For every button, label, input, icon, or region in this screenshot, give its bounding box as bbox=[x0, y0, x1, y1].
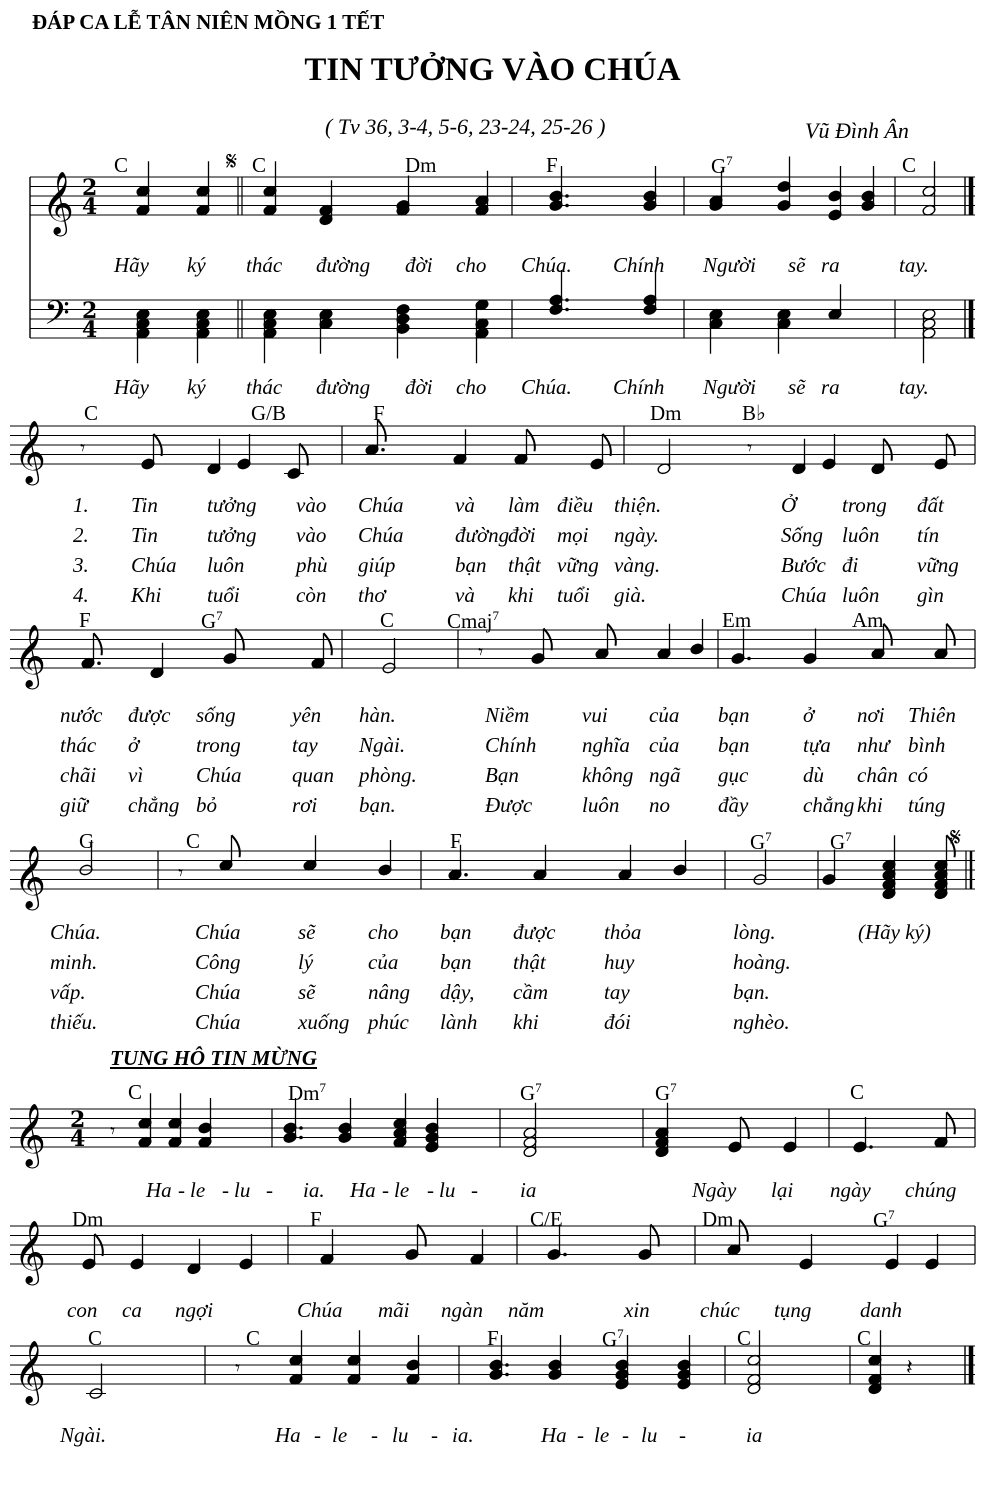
gospel-chord: Dm$^7$ bbox=[288, 1080, 326, 1105]
verse-chord: F bbox=[450, 829, 462, 853]
verse2-lyric-word: tưởng bbox=[207, 523, 257, 547]
verse4-lyric-word: Được bbox=[485, 793, 533, 817]
gospel-lyric-word: ngợi bbox=[175, 1298, 214, 1322]
gospel-chord: C bbox=[737, 1326, 752, 1350]
dot bbox=[565, 204, 569, 208]
refrain-treble-lyric-word: ra bbox=[821, 253, 840, 277]
gospel-lyric-word: Ha bbox=[275, 1423, 301, 1447]
verse4-lyric-word: đầy bbox=[718, 793, 749, 817]
dot bbox=[563, 1253, 567, 1257]
verse2-lyric-word: Ngài. bbox=[359, 733, 406, 757]
verse2-lyric-word: Sống bbox=[781, 523, 823, 547]
composer-name: Vũ Đình Ân bbox=[805, 118, 909, 143]
verse4-lyric-word: bỏ bbox=[196, 793, 217, 817]
flag bbox=[947, 624, 955, 646]
verse4-lyric-word: và bbox=[455, 583, 475, 607]
flag bbox=[94, 633, 102, 655]
verse1-lyric-word: hàn. bbox=[359, 703, 396, 727]
refrain-treble-lyric-word: Chính bbox=[613, 253, 665, 277]
verse3-lyric-word: Bạn bbox=[485, 763, 519, 787]
gospel-lyric-word: ia. bbox=[303, 1178, 325, 1202]
dot bbox=[869, 1145, 873, 1149]
flag bbox=[527, 429, 535, 451]
verse3-lyric-word: vấp. bbox=[50, 980, 86, 1004]
verse3-lyric-word: phù bbox=[296, 553, 328, 577]
gospel-lyric-word: lu bbox=[392, 1423, 409, 1447]
gospel-lyric-word: ia. bbox=[452, 1423, 474, 1447]
verse3-lyric-word: phòng. bbox=[359, 763, 417, 787]
verse2-lyric-word: Tin bbox=[131, 523, 158, 547]
verse1-lyric-word: bạn bbox=[440, 920, 472, 944]
segno-sign: 𝄋 bbox=[226, 147, 238, 177]
refrain-bass-lyric-word: đời bbox=[405, 375, 433, 399]
verse2-lyric-word: tựa bbox=[803, 733, 831, 757]
verse-chord: C bbox=[84, 401, 99, 425]
verse-chord: Am bbox=[852, 608, 884, 632]
verse1-lyric-word: Niềm bbox=[485, 703, 530, 727]
gospel-chord: $G^7$ bbox=[520, 1080, 542, 1105]
verse3-lyric-word: vàng. bbox=[614, 553, 661, 577]
verse4-lyric-word: chẳng bbox=[803, 793, 855, 817]
verse3-lyric-word: Bước bbox=[781, 553, 826, 577]
verse4-lyric-word: gìn bbox=[917, 583, 944, 607]
verse4-lyric-word: rơi bbox=[292, 793, 318, 817]
refrain-chord: C bbox=[902, 153, 917, 177]
gospel-lyric-word: - bbox=[222, 1178, 229, 1202]
gospel-lyric-word: danh bbox=[860, 1298, 902, 1322]
verse1-lyric-word: Chúa. bbox=[50, 920, 101, 944]
verse1-lyric-word: (Hãy ký) bbox=[858, 920, 931, 944]
verse3-lyric-word: cầm bbox=[513, 980, 548, 1004]
refrain-treble-lyric-word: Người bbox=[703, 253, 757, 277]
dot bbox=[464, 873, 468, 877]
verse4-lyric-word: 4. bbox=[73, 583, 89, 607]
verse3-lyric-word: vững bbox=[557, 553, 599, 577]
gospel-lyric-word: - bbox=[314, 1423, 321, 1447]
gospel-chord: $G^7$ bbox=[602, 1326, 624, 1351]
verse4-lyric-word: luôn bbox=[582, 793, 620, 817]
refrain-bass-lyric-word: cho bbox=[456, 375, 487, 399]
gospel-lyric-word: - bbox=[471, 1178, 478, 1202]
verse2-lyric-word: ở bbox=[128, 733, 140, 757]
gospel-chord: C bbox=[88, 1326, 103, 1350]
verse3-lyric-word: nâng bbox=[368, 980, 410, 1004]
verse1-lyric-word: thỏa bbox=[604, 920, 642, 944]
verse4-lyric-word: giữ bbox=[60, 793, 88, 817]
time-signature-top: 2 bbox=[70, 1107, 86, 1133]
gospel-chord: C bbox=[246, 1326, 261, 1350]
refrain-bass-lyric-word: ra bbox=[821, 375, 840, 399]
verse1-lyric-word: Chúa bbox=[195, 920, 241, 944]
verse-chord: G bbox=[79, 829, 95, 853]
verse2-lyric-word: đời bbox=[508, 523, 536, 547]
verse2-lyric-word: của bbox=[368, 950, 399, 974]
verse4-lyric-word: no bbox=[649, 793, 670, 817]
gospel-chord: Dm bbox=[702, 1207, 734, 1231]
refrain-bass-lyric-word: ký bbox=[187, 375, 206, 399]
refrain-treble-lyric-word: Chúa. bbox=[521, 253, 572, 277]
refrain-treble-lyric-word: sẽ bbox=[788, 253, 806, 277]
verse3-lyric-word: sẽ bbox=[298, 980, 316, 1004]
time-signature-top: 2 bbox=[82, 175, 98, 201]
gospel-chord: C bbox=[857, 1326, 872, 1350]
gospel-lyric-word: lu bbox=[234, 1178, 251, 1202]
verse-chord: C bbox=[186, 829, 201, 853]
dot bbox=[565, 308, 569, 312]
verse2-lyric-word: nghĩa bbox=[582, 733, 630, 757]
gospel-lyric-word: - bbox=[427, 1178, 434, 1202]
gospel-lyric-word: chúng bbox=[905, 1178, 957, 1202]
verse3-lyric-word: bạn. bbox=[733, 980, 770, 1004]
gospel-chord: $G^7$ bbox=[873, 1207, 895, 1232]
dot bbox=[299, 1126, 303, 1130]
verse4-lyric-word: Chúa bbox=[781, 583, 827, 607]
verse2-lyric-word: thác bbox=[60, 733, 97, 757]
verse1-lyric-word: bạn bbox=[718, 703, 750, 727]
treble-clef: 𝄞 bbox=[14, 1340, 46, 1403]
verse1-lyric-word: lòng. bbox=[733, 920, 776, 944]
verse2-lyric-word: ngày. bbox=[614, 523, 659, 547]
verse1-lyric-word: sẽ bbox=[298, 920, 316, 944]
gospel-lyric-word: ngàn bbox=[441, 1298, 483, 1322]
refrain-bass-lyric-word: Chúa. bbox=[521, 375, 572, 399]
gospel-lyric-word: - bbox=[266, 1178, 273, 1202]
eighth-rest: 𝄾 bbox=[178, 860, 184, 885]
verse4-lyric-word: đói bbox=[604, 1010, 631, 1034]
gospel-lyric-word: ia bbox=[520, 1178, 537, 1202]
verse2-lyric-word: minh. bbox=[50, 950, 98, 974]
dot bbox=[505, 1363, 509, 1367]
flag bbox=[884, 439, 892, 461]
refrain-treble-lyric-word: Hãy bbox=[114, 253, 149, 277]
dot bbox=[97, 661, 101, 665]
verse4-lyric-word: phúc bbox=[368, 1010, 409, 1034]
verse2-lyric-word: vào bbox=[296, 523, 327, 547]
gospel-lyric-word: lại bbox=[771, 1178, 794, 1202]
refrain-treble-lyric-word: ký bbox=[187, 253, 206, 277]
eighth-rest: 𝄾 bbox=[478, 639, 484, 664]
verse2-lyric-word: thật bbox=[513, 950, 546, 974]
verse1-lyric-word: Chúa bbox=[358, 493, 404, 517]
eighth-rest: 𝄾 bbox=[235, 1355, 241, 1380]
gospel-lyric-word: chúc bbox=[700, 1298, 740, 1322]
gospel-lyric-word: - bbox=[382, 1178, 389, 1202]
flag bbox=[884, 624, 892, 646]
verse1-lyric-word: nơi bbox=[857, 703, 885, 727]
verse2-lyric-word: của bbox=[649, 733, 680, 757]
gospel-lyric-word: con bbox=[67, 1298, 98, 1322]
verse4-lyric-word: thơ bbox=[358, 583, 386, 607]
flag bbox=[324, 633, 332, 655]
verse3-lyric-word: vững bbox=[917, 553, 959, 577]
gospel-lyric-word: Ha bbox=[541, 1423, 567, 1447]
verse1-lyric-word: Tin bbox=[131, 493, 158, 517]
verse4-lyric-word: khi bbox=[508, 583, 534, 607]
verse3-lyric-word: thật bbox=[508, 553, 541, 577]
verse2-lyric-word: mọi bbox=[557, 523, 589, 547]
verse2-lyric-word: bạn bbox=[718, 733, 750, 757]
gospel-lyric-word: lu bbox=[439, 1178, 456, 1202]
gospel-lyric-word: xin bbox=[624, 1298, 650, 1322]
verse4-lyric-word: thiếu. bbox=[50, 1010, 98, 1034]
dot bbox=[747, 657, 751, 661]
occasion-heading: ĐÁP CA LỄ TÂN NIÊN MỒNG 1 TẾT bbox=[32, 10, 385, 34]
verse1-lyric-word: điều bbox=[557, 493, 594, 517]
verse2-lyric-word: lý bbox=[298, 950, 314, 974]
verse2-lyric-word: tay bbox=[292, 733, 318, 757]
verse3-lyric-word: Chúa bbox=[195, 980, 241, 1004]
verse2-lyric-word: Chúa bbox=[358, 523, 404, 547]
refrain-chord: C bbox=[114, 153, 129, 177]
gospel-lyric-word: Ha bbox=[350, 1178, 376, 1202]
verse4-lyric-word: Khi bbox=[131, 583, 162, 607]
refrain-bass-lyric-word: Chính bbox=[613, 375, 665, 399]
dot bbox=[565, 194, 569, 198]
verse4-lyric-word: khi bbox=[857, 793, 883, 817]
verse3-lyric-word: chãi bbox=[60, 763, 97, 787]
bass-clef: 𝄢 bbox=[44, 294, 70, 341]
verse1-lyric-word: vào bbox=[296, 493, 327, 517]
verse1-lyric-word: vui bbox=[582, 703, 608, 727]
flag bbox=[947, 1112, 955, 1134]
verse4-lyric-word: túng bbox=[908, 793, 946, 817]
refrain-treble-lyric-word: đời bbox=[405, 253, 433, 277]
psalm-reference: ( Tv 36, 3-4, 5-6, 23-24, 25-26 ) bbox=[325, 114, 606, 139]
refrain-bass-lyric-word: sẽ bbox=[788, 375, 806, 399]
refrain-treble-lyric-word: tay. bbox=[899, 253, 929, 277]
verse4-lyric-word: khi bbox=[513, 1010, 539, 1034]
gospel-lyric-word: - bbox=[431, 1423, 438, 1447]
gospel-chord: C bbox=[128, 1080, 143, 1104]
verse4-lyric-word: nghèo. bbox=[733, 1010, 790, 1034]
gospel-lyric-word: - bbox=[679, 1423, 686, 1447]
time-signature-top: 2 bbox=[82, 298, 98, 324]
verse1-lyric-word: được bbox=[128, 703, 171, 727]
verse3-lyric-word: Chúa bbox=[131, 553, 177, 577]
gospel-lyric-word: le bbox=[190, 1178, 206, 1202]
gospel-lyric-word: lu bbox=[641, 1423, 658, 1447]
verse-chord: C bbox=[380, 608, 395, 632]
gospel-lyric-word: ngày bbox=[830, 1178, 871, 1202]
verse1-lyric-word: và bbox=[455, 493, 475, 517]
verse3-lyric-word: bạn bbox=[455, 553, 487, 577]
segno-sign: 𝄋 bbox=[950, 823, 962, 853]
verse-chord: B♭ bbox=[742, 401, 766, 425]
gospel-lyric-word: Ha bbox=[146, 1178, 172, 1202]
verse-chord: F bbox=[373, 401, 385, 425]
verse3-lyric-word: tay bbox=[604, 980, 630, 1004]
verse2-lyric-word: đường bbox=[455, 523, 510, 547]
verse4-lyric-word: lành bbox=[440, 1010, 478, 1034]
verse2-lyric-word: bình bbox=[908, 733, 946, 757]
verse2-lyric-word: như bbox=[857, 733, 890, 757]
verse1-lyric-word: Ở bbox=[781, 493, 797, 517]
verse2-lyric-word: tín bbox=[917, 523, 940, 547]
refrain-treble-lyric-word: thác bbox=[246, 253, 283, 277]
verse1-lyric-word: thiện. bbox=[614, 493, 662, 517]
treble-clef: 𝄞 bbox=[14, 420, 46, 483]
gospel-lyric-word: - bbox=[371, 1423, 378, 1447]
refrain-bass-lyric-word: tay. bbox=[899, 375, 929, 399]
refrain-bass-lyric-word: Hãy bbox=[114, 375, 149, 399]
verse1-lyric-word: sống bbox=[196, 703, 236, 727]
verse1-lyric-word: Thiên bbox=[908, 703, 956, 727]
verse3-lyric-word: gục bbox=[718, 763, 749, 787]
verse1-lyric-word: cho bbox=[368, 920, 399, 944]
verse-chord: $G^7$ bbox=[750, 829, 772, 854]
gospel-acclamation-heading: TUNG HÔ TIN MỪNG bbox=[110, 1046, 318, 1070]
verse-chord: F bbox=[79, 608, 91, 632]
refrain-chord: F bbox=[546, 153, 558, 177]
verse4-lyric-word: Chúa bbox=[195, 1010, 241, 1034]
quarter-rest: 𝄽 bbox=[906, 1355, 913, 1381]
verse1-lyric-word: của bbox=[649, 703, 680, 727]
verse3-lyric-word: có bbox=[908, 763, 928, 787]
time-signature-bottom: 4 bbox=[70, 1126, 86, 1152]
verse1-lyric-word: nước bbox=[60, 703, 103, 727]
verse3-lyric-word: giúp bbox=[358, 553, 396, 577]
verse2-lyric-word: 2. bbox=[73, 523, 89, 547]
verse2-lyric-word: hoàng. bbox=[733, 950, 791, 974]
verse4-lyric-word: tuổi bbox=[557, 583, 590, 607]
verse-chord: Em bbox=[722, 608, 752, 632]
verse2-lyric-word: trong bbox=[196, 733, 241, 757]
gospel-lyric-word: le bbox=[394, 1178, 410, 1202]
verse4-lyric-word: còn bbox=[296, 583, 327, 607]
gospel-chord: C bbox=[850, 1080, 865, 1104]
treble-clef: 𝄞 bbox=[42, 171, 74, 234]
gospel-lyric-word: năm bbox=[508, 1298, 545, 1322]
gospel-lyric-word: - bbox=[577, 1423, 584, 1447]
eighth-rest: 𝄾 bbox=[80, 435, 86, 460]
refrain-treble-lyric-word: đường bbox=[316, 253, 371, 277]
verse3-lyric-word: quan bbox=[292, 763, 334, 787]
gospel-lyric-word: tụng bbox=[774, 1298, 812, 1322]
treble-clef: 𝄞 bbox=[14, 1103, 46, 1166]
verse3-lyric-word: 3. bbox=[73, 553, 89, 577]
gospel-lyric-word: ia bbox=[746, 1423, 763, 1447]
verse1-lyric-word: tưởng bbox=[207, 493, 257, 517]
gospel-chord: $G^7$ bbox=[655, 1080, 677, 1105]
verse1-lyric-word: làm bbox=[508, 493, 540, 517]
gospel-lyric-word: ca bbox=[122, 1298, 142, 1322]
gospel-chord: F bbox=[310, 1207, 322, 1231]
treble-clef: 𝄞 bbox=[14, 845, 46, 908]
gospel-lyric-word: Ngày bbox=[692, 1178, 737, 1202]
verse3-lyric-word: không bbox=[582, 763, 634, 787]
refrain-bass-lyric-word: thác bbox=[246, 375, 283, 399]
verse3-lyric-word: đi bbox=[842, 553, 859, 577]
refrain-bass-lyric-word: Người bbox=[703, 375, 757, 399]
verse2-lyric-word: luôn bbox=[842, 523, 880, 547]
verse4-lyric-word: tuổi bbox=[207, 583, 240, 607]
verse3-lyric-word: ngã bbox=[649, 763, 681, 787]
dot bbox=[565, 298, 569, 302]
verse1-lyric-word: 1. bbox=[73, 493, 89, 517]
verse3-lyric-word: dậy, bbox=[440, 980, 475, 1004]
gospel-chord: C/E bbox=[530, 1207, 563, 1231]
verse4-lyric-word: già. bbox=[614, 583, 647, 607]
verse4-lyric-word: luôn bbox=[842, 583, 880, 607]
dot bbox=[299, 1136, 303, 1140]
treble-clef: 𝄞 bbox=[14, 624, 46, 687]
time-signature-bottom: 4 bbox=[82, 317, 98, 343]
eighth-rest: 𝄾 bbox=[110, 1118, 116, 1143]
flag bbox=[232, 835, 240, 857]
gospel-lyric-word: Ngài. bbox=[60, 1423, 107, 1447]
refrain-bass-lyric-word: đường bbox=[316, 375, 371, 399]
verse2-lyric-word: bạn bbox=[440, 950, 472, 974]
gospel-lyric-word: - bbox=[178, 1178, 185, 1202]
verse2-lyric-word: huy bbox=[604, 950, 635, 974]
gospel-lyric-word: le bbox=[594, 1423, 610, 1447]
verse4-lyric-word: xuống bbox=[298, 1010, 350, 1034]
verse3-lyric-word: Chúa bbox=[196, 763, 242, 787]
gospel-chord: F bbox=[487, 1326, 499, 1350]
verse2-lyric-word: Chính bbox=[485, 733, 537, 757]
dot bbox=[381, 448, 385, 452]
song-title: TIN TƯỞNG VÀO CHÚA bbox=[304, 52, 681, 88]
refrain-chord: C bbox=[252, 153, 267, 177]
verse2-lyric-word: Công bbox=[195, 950, 241, 974]
verse3-lyric-word: vì bbox=[128, 763, 144, 787]
gospel-lyric-word: - bbox=[622, 1423, 629, 1447]
verse3-lyric-word: luôn bbox=[207, 553, 245, 577]
time-signature-bottom: 4 bbox=[82, 194, 98, 220]
dot bbox=[505, 1373, 509, 1377]
refrain-chord: $G^7$ bbox=[711, 153, 733, 178]
verse3-lyric-word: dù bbox=[803, 763, 824, 787]
verse-chord: Cmaj$^7$ bbox=[447, 608, 499, 633]
verse1-lyric-word: yên bbox=[292, 703, 322, 727]
verse1-lyric-word: trong bbox=[842, 493, 887, 517]
gospel-lyric-word: mãi bbox=[378, 1298, 410, 1322]
refrain-treble-lyric-word: cho bbox=[456, 253, 487, 277]
verse4-lyric-word: chẳng bbox=[128, 793, 180, 817]
verse4-lyric-word: bạn. bbox=[359, 793, 396, 817]
treble-clef: 𝄞 bbox=[14, 1220, 46, 1283]
gospel-lyric-word: Chúa bbox=[297, 1298, 343, 1322]
verse1-lyric-word: ở bbox=[803, 703, 815, 727]
verse1-lyric-word: được bbox=[513, 920, 556, 944]
verse-chord: $G^7$ bbox=[201, 608, 223, 633]
gospel-lyric-word: le bbox=[332, 1423, 348, 1447]
verse-chord: G/B bbox=[251, 401, 287, 425]
verse-chord: Dm bbox=[650, 401, 682, 425]
verse1-lyric-word: đất bbox=[917, 493, 944, 517]
verse3-lyric-word: chân bbox=[857, 763, 898, 787]
eighth-rest: 𝄾 bbox=[747, 435, 753, 460]
verse-chord: $G^7$ bbox=[830, 829, 852, 854]
refrain-chord: Dm bbox=[405, 153, 437, 177]
flag bbox=[740, 1220, 748, 1242]
gospel-chord: Dm bbox=[72, 1207, 104, 1231]
flag bbox=[608, 624, 616, 646]
